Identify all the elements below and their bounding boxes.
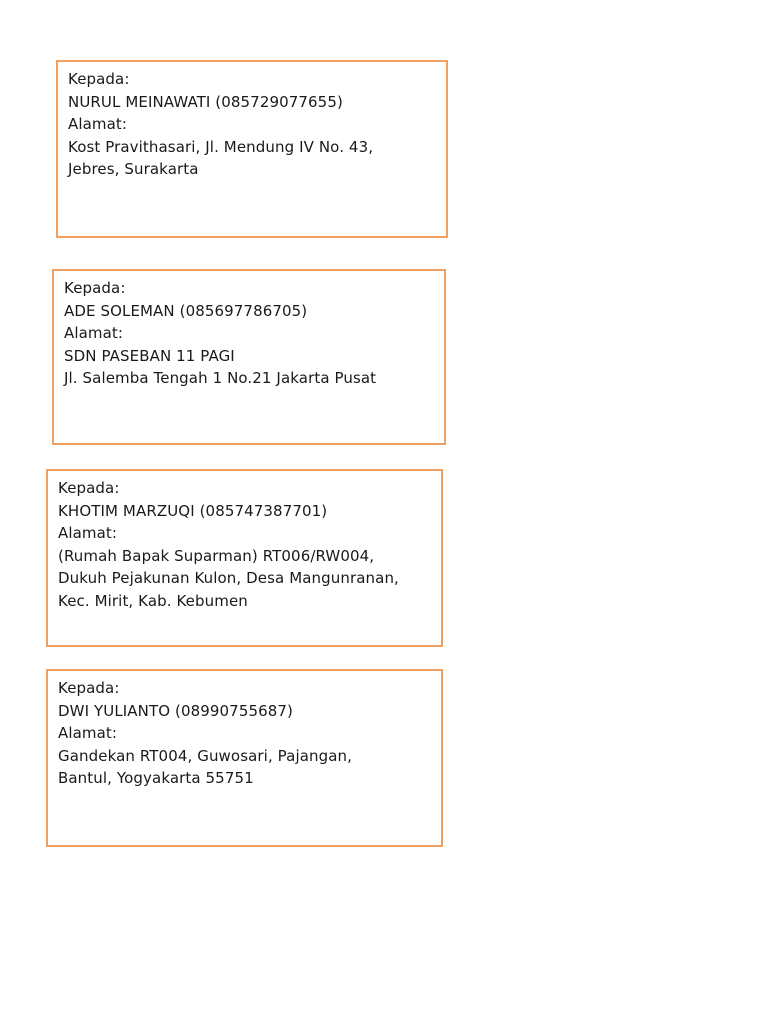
address-line-1: (Rumah Bapak Suparman) RT006/RW004, <box>58 546 375 565</box>
address-heading: Alamat: <box>58 724 118 742</box>
address-line-3: Kec. Mirit, Kab. Kebumen <box>58 591 248 610</box>
address-line-1: Kost Pravithasari, Jl. Mendung IV No. 43, <box>68 137 374 156</box>
address-line-1: SDN PASEBAN 11 PAGI <box>64 346 235 365</box>
address-label-4 <box>46 669 443 847</box>
address-line-2: Jl. Salemba Tengah 1 No.21 Jakarta Pusat <box>64 369 377 387</box>
recipient-name-phone: NURUL MEINAWATI (085729077655) <box>68 92 343 111</box>
address-label-1 <box>56 60 448 238</box>
recipient-name-phone: DWI YULIANTO (08990755687) <box>58 701 293 720</box>
recipient-heading: Kepada: <box>64 279 126 297</box>
recipient-heading: Kepada: <box>58 679 120 697</box>
address-line-1: Gandekan RT004, Guwosari, Pajangan, <box>58 746 352 765</box>
address-line-2: Dukuh Pejakunan Kulon, Desa Mangunranan, <box>58 569 399 587</box>
recipient-heading: Kepada: <box>68 70 130 88</box>
recipient-name-phone: KHOTIM MARZUQI (085747387701) <box>58 501 328 520</box>
address-label-3 <box>46 469 443 647</box>
recipient-heading: Kepada: <box>58 479 120 497</box>
address-label-2 <box>52 269 446 445</box>
address-heading: Alamat: <box>58 524 118 542</box>
address-line-2: Jebres, Surakarta <box>68 160 199 178</box>
address-heading: Alamat: <box>64 324 124 342</box>
recipient-name-phone: ADE SOLEMAN (085697786705) <box>64 301 308 320</box>
address-heading: Alamat: <box>68 115 128 133</box>
address-line-2: Bantul, Yogyakarta 55751 <box>58 769 254 787</box>
